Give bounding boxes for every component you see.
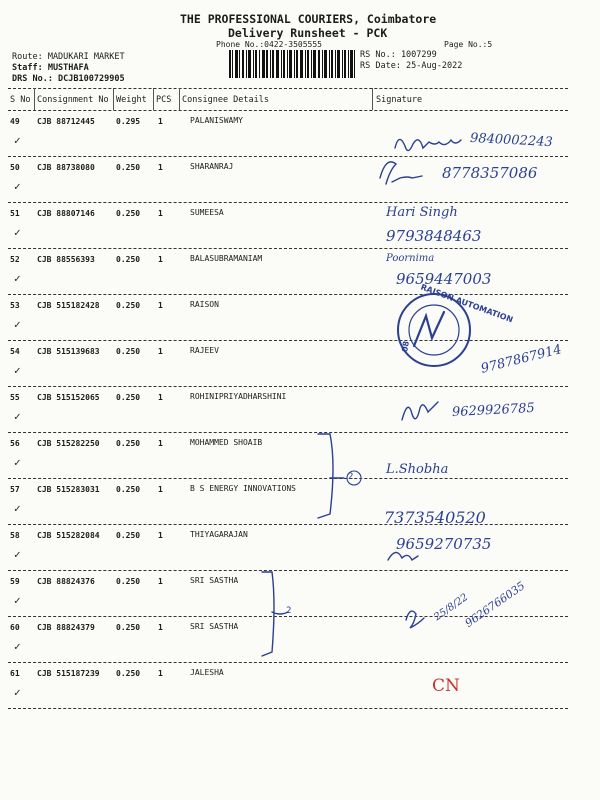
company-title: THE PROFESSIONAL COURIERS, Coimbatore <box>180 12 437 26</box>
stamp-number: 08 <box>400 340 411 353</box>
row-weight: 0.250 <box>116 347 141 356</box>
rs-number: RS No.: 1007299 <box>360 50 437 60</box>
row-pcs: 1 <box>158 531 163 540</box>
bracket-mark-icon: 2 <box>348 472 354 482</box>
row-pcs: 1 <box>158 347 163 356</box>
row-weight: 0.295 <box>116 117 141 126</box>
delivered-check-icon: ✓ <box>14 686 21 699</box>
row-consignment-no: CJB 88738080 <box>37 163 95 172</box>
handwritten-phone: 9787867914 <box>479 342 564 377</box>
row-pcs: 1 <box>158 301 163 310</box>
row-sno: 51 <box>10 209 20 218</box>
row-consignee: RAJEEV <box>190 346 219 355</box>
row-consignment-no: CJB 515152065 <box>37 393 100 402</box>
handwritten-date: 25/8/22 <box>432 591 471 624</box>
row-consignment-no: CJB 515282084 <box>37 531 100 540</box>
row-consignee: BALASUBRAMANIAM <box>190 254 263 263</box>
row-sno: 54 <box>10 347 20 356</box>
row-weight: 0.250 <box>116 163 141 172</box>
page-number: Page No.:5 <box>444 40 493 49</box>
col-header-consignment: Consignment No <box>37 95 109 105</box>
row-consignment-no: CJB 515139683 <box>37 347 100 356</box>
delivered-check-icon: ✓ <box>14 640 21 653</box>
row-weight: 0.250 <box>116 209 141 218</box>
row-pcs: 1 <box>158 439 163 448</box>
delivered-check-icon: ✓ <box>14 134 21 147</box>
row-weight: 0.250 <box>116 301 141 310</box>
handwritten-initials: CN <box>432 676 460 696</box>
handwritten-phone: 9840002243 <box>469 130 554 151</box>
row-consignment-no: CJB 515283031 <box>37 485 100 494</box>
runsheet-title: Delivery Runsheet - PCK <box>228 26 388 40</box>
delivered-check-icon: ✓ <box>14 456 21 469</box>
row-pcs: 1 <box>158 117 163 126</box>
delivered-check-icon: ✓ <box>14 318 21 331</box>
row-pcs: 1 <box>158 393 163 402</box>
row-consignment-no: CJB 88824376 <box>37 577 95 586</box>
delivered-check-icon: ✓ <box>14 410 21 423</box>
row-consignee: SRI SASTHA <box>190 576 239 585</box>
handwritten-phone: 9626766035 <box>462 579 528 630</box>
handwritten-phone: 9659447003 <box>396 270 492 288</box>
row-sno: 60 <box>10 623 20 632</box>
row-consignment-no: CJB 88807146 <box>37 209 95 218</box>
delivered-check-icon: ✓ <box>14 272 21 285</box>
col-header-pcs: PCS <box>156 95 172 105</box>
row-weight: 0.250 <box>116 531 141 540</box>
row-consignment-no: CJB 88712445 <box>37 117 95 126</box>
row-consignee: RAISON <box>190 300 219 309</box>
col-header-consignee: Consignee Details <box>182 95 269 105</box>
row-sno: 56 <box>10 439 20 448</box>
delivered-check-icon: ✓ <box>14 226 21 239</box>
delivered-check-icon: ✓ <box>14 364 21 377</box>
row-sno: 53 <box>10 301 20 310</box>
row-sno: 61 <box>10 669 20 678</box>
row-pcs: 1 <box>158 577 163 586</box>
row-weight: 0.250 <box>116 255 141 264</box>
row-weight: 0.250 <box>116 577 141 586</box>
row-pcs: 1 <box>158 485 163 494</box>
handwritten-phone: 7373540520 <box>384 508 486 527</box>
handwritten-name: L.Shobha <box>386 462 449 477</box>
row-sno: 49 <box>10 117 20 126</box>
bracket-mark-icon: 2 <box>286 606 292 616</box>
col-header-sno: S No <box>10 95 31 105</box>
stamp-text: RAISON AUTOMATION <box>419 282 515 325</box>
handwritten-phone: 9793848463 <box>386 227 482 245</box>
row-sno: 55 <box>10 393 20 402</box>
row-weight: 0.250 <box>116 393 141 402</box>
col-header-signature: Signature <box>376 95 423 105</box>
row-sno: 57 <box>10 485 20 494</box>
phone-number: Phone No.:0422-3505555 <box>216 40 322 49</box>
route: Route: MADUKARI MARKET <box>12 52 125 62</box>
row-consignment-no: CJB 515282250 <box>37 439 100 448</box>
row-pcs: 1 <box>158 669 163 678</box>
row-consignee: THIYAGARAJAN <box>190 530 248 539</box>
drs-number: DRS No.: DCJB100729905 <box>12 74 125 84</box>
row-pcs: 1 <box>158 163 163 172</box>
row-pcs: 1 <box>158 255 163 264</box>
row-sno: 58 <box>10 531 20 540</box>
row-consignee: ROHINIPRIYADHARSHINI <box>190 392 287 401</box>
handwritten-name: Poornima <box>386 253 435 264</box>
row-sno: 52 <box>10 255 20 264</box>
row-consignee: SUMEESA <box>190 208 224 217</box>
row-consignment-no: CJB 88556393 <box>37 255 95 264</box>
delivered-check-icon: ✓ <box>14 594 21 607</box>
row-sno: 59 <box>10 577 20 586</box>
handwritten-phone: 9659270735 <box>396 535 492 553</box>
row-weight: 0.250 <box>116 669 141 678</box>
row-sno: 50 <box>10 163 20 172</box>
delivered-check-icon: ✓ <box>14 548 21 561</box>
handwritten-phone: 8778357086 <box>442 164 538 182</box>
row-pcs: 1 <box>158 209 163 218</box>
row-consignee: PALANISWAMY <box>190 116 243 125</box>
row-consignment-no: CJB 515187239 <box>37 669 100 678</box>
staff: Staff: MUSTHAFA <box>12 63 89 73</box>
col-header-weight: Weight <box>116 95 147 105</box>
row-consignment-no: CJB 515182428 <box>37 301 100 310</box>
row-weight: 0.250 <box>116 623 141 632</box>
row-consignee: JALESHA <box>190 668 224 677</box>
row-pcs: 1 <box>158 623 163 632</box>
row-weight: 0.250 <box>116 439 141 448</box>
row-consignee: B S ENERGY INNOVATIONS <box>190 484 296 493</box>
delivered-check-icon: ✓ <box>14 502 21 515</box>
row-consignee: SHARANRAJ <box>190 162 234 171</box>
row-consignee: MOHAMMED SHOAIB <box>190 438 263 447</box>
rs-date: RS Date: 25-Aug-2022 <box>360 61 463 71</box>
row-consignee: SRI SASTHA <box>190 622 239 631</box>
handwritten-phone: 9629926785 <box>451 400 536 421</box>
row-weight: 0.250 <box>116 485 141 494</box>
row-consignment-no: CJB 88824379 <box>37 623 95 632</box>
delivered-check-icon: ✓ <box>14 180 21 193</box>
handwritten-name: Hari Singh <box>386 205 458 220</box>
